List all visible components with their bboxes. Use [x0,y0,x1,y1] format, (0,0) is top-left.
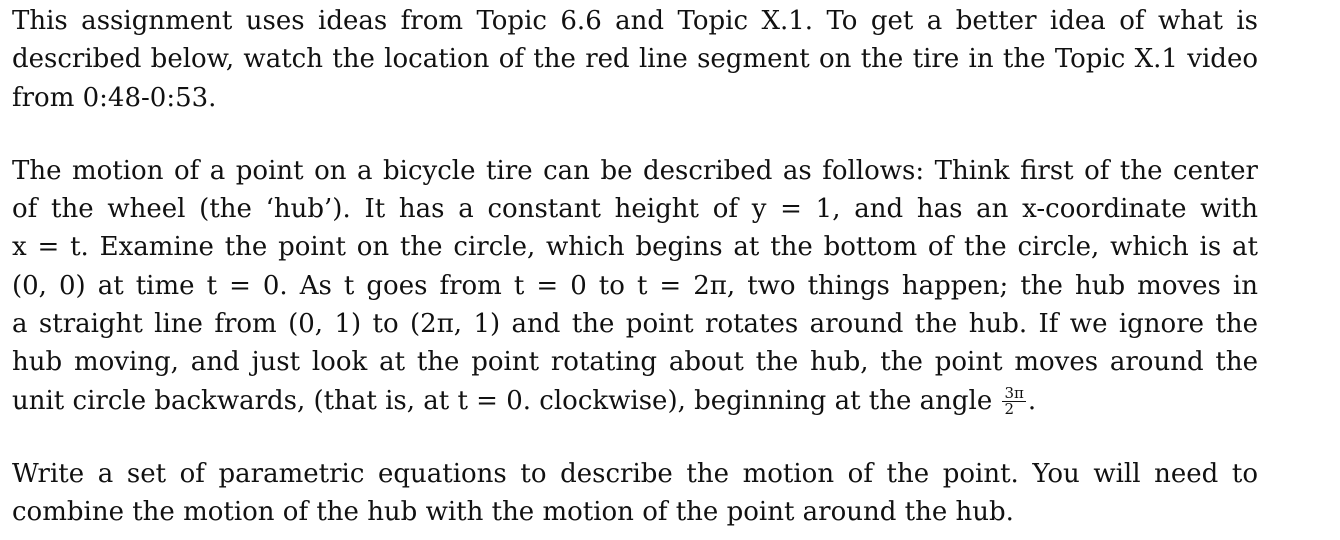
text-line: Write a set of parametric equations to describe the motion of the point. You will need to [12,458,1258,489]
trailing-period: . [1027,385,1037,416]
document-body [12,2,1258,532]
text-line: This assignment uses ideas from Topic 6.6 and Topic X.1. To get a better idea of what is [12,6,1258,36]
fraction-numerator: 3π [1004,384,1024,403]
motion-description-paragraph [12,152,1258,420]
text-line: (0, 0) at time t = 0. As t goes from t = 0 to t = 2π, two things happen; the hub moves in [12,270,1258,301]
text-line: a straight line from (0, 1) to (2π, 1) and the point rotates around the hub. If we ignore the [12,309,1258,340]
text-line: hub moving, and just look at the point rotating about the hub, the point moves around the [12,347,1258,378]
task-paragraph [12,455,1258,532]
text-line: of the wheel (the ‘hub’). It has a constant height of y = 1, and has an x-coordinate with [12,194,1258,225]
text-line: from 0:48-0:53. [12,82,217,113]
text-line: The motion of a point on a bicycle tire can be described as follows: Think first of the center [12,155,1258,186]
text-line: combine the motion of the hub with the motion of the point around the hub. [12,497,1014,528]
angle-fraction [1002,386,1025,417]
intro-paragraph [12,2,1258,117]
fraction-denominator: 2 [1004,400,1015,419]
text-line: described below, watch the location of the red line segment on the tire in the Topic X.1 video [12,44,1258,75]
text-line-with-fraction [12,382,1258,420]
text-line: x = t. Examine the point on the circle, which begins at the bottom of the circle, which is at [12,232,1258,263]
text-segment: unit circle backwards, (that is, at t = 0. clockwise), beginning at the angle [12,385,993,416]
